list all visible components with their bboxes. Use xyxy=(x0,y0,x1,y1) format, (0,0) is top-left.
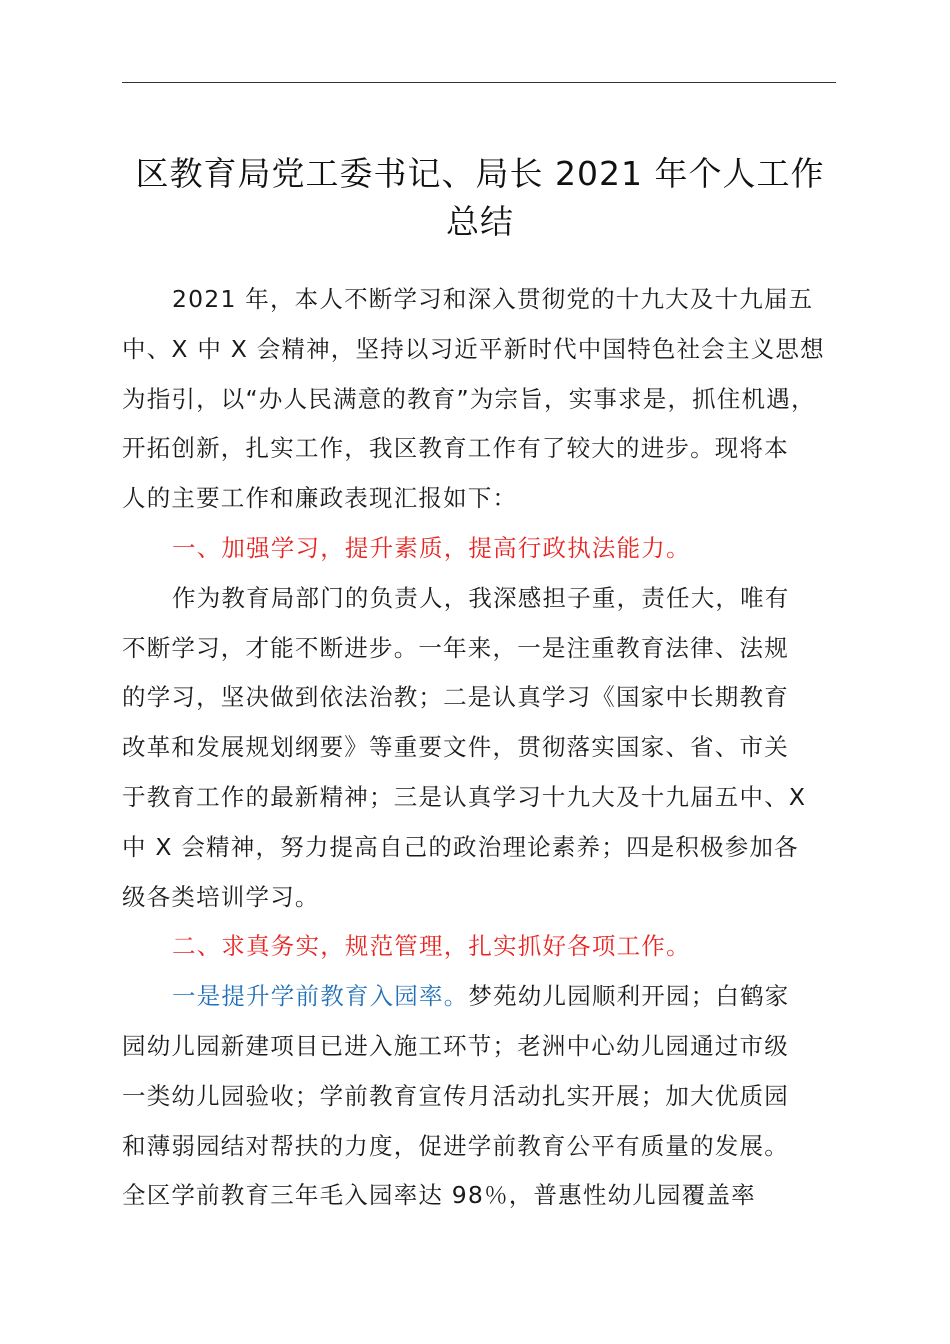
paragraph-3-line: 园幼儿园新建项目已进入施工环节；老洲中心幼儿园通过市级 xyxy=(122,1031,789,1060)
paragraph-3-line: 一类幼儿园验收；学前教育宣传月活动扎实开展；加大优质园 xyxy=(122,1081,789,1110)
paragraph-2-line: 于教育工作的最新精神；三是认真学习十九大及十九届五中、X xyxy=(122,782,807,811)
paragraph-3-first-line-rest: 梦苑幼儿园顺利开园；白鹤家 xyxy=(468,982,790,1011)
subsection-lead: 一是提升学前教育入园率。 xyxy=(172,982,469,1011)
paragraph-2-line: 的学习，坚决做到依法治教；二是认真学习《国家中长期教育 xyxy=(122,683,789,712)
document-title xyxy=(100,150,860,246)
paragraph-2-line: 作为教育局部门的负责人，我深感担子重，责任大，唯有 xyxy=(172,583,790,612)
paragraph-1-line: 为指引，以“办人民满意的教育”为宗旨，实事求是，抓住机遇， xyxy=(122,384,816,413)
paragraph-1-line: 中、X 中 X 会精神，坚持以习近平新时代中国特色社会主义思想 xyxy=(122,334,825,363)
title-line-2: 总结 xyxy=(446,202,514,241)
paragraph-3-first-line xyxy=(122,972,852,1022)
paragraph-2-line: 级各类培训学习。 xyxy=(122,882,320,911)
section-heading-2: 二、求真务实，规范管理，扎实抓好各项工作。 xyxy=(172,932,691,961)
paragraph-1-line: 2021 年，本人不断学习和深入贯彻党的十九大及十九届五 xyxy=(172,285,814,313)
paragraph-2-line: 不断学习，才能不断进步。一年来，一是注重教育法律、法规 xyxy=(122,633,789,662)
paragraph-2-line: 改革和发展规划纲要》等重要文件，贯彻落实国家、省、市关 xyxy=(122,733,789,762)
title-line-1: 区教育局党工委书记、局长 2021 年个人工作 xyxy=(135,154,825,193)
paragraph-2-line: 中 X 会精神，努力提高自己的政治理论素养；四是积极参加各 xyxy=(122,832,799,861)
header-rule xyxy=(122,82,836,83)
section-heading-1: 一、加强学习，提升素质，提高行政执法能力。 xyxy=(172,533,691,562)
paragraph-3-line: 和薄弱园结对帮扶的力度，促进学前教育公平有质量的发展。 xyxy=(122,1131,789,1160)
paragraph-3-line: 全区学前教育三年毛入园率达 98％，普惠性幼儿园覆盖率 xyxy=(122,1181,756,1210)
document-body xyxy=(122,275,852,1221)
paragraph-1-line: 人的主要工作和廉政表现汇报如下： xyxy=(122,484,518,513)
paragraph-1-line: 开拓创新，扎实工作，我区教育工作有了较大的进步。现将本 xyxy=(122,434,789,463)
